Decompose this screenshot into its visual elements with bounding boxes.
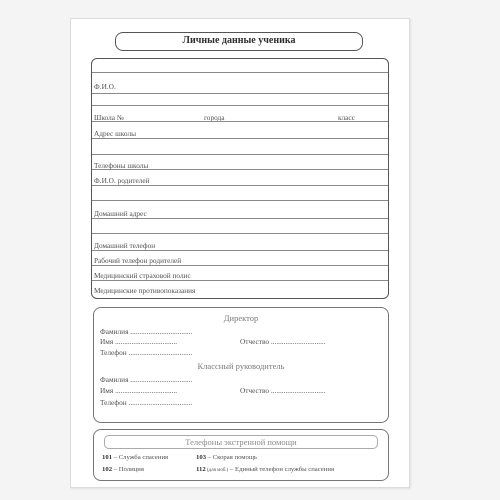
emergency-item: 101 – Служба спасения <box>102 454 169 461</box>
home-phone-label: Домашний телефон <box>94 241 156 250</box>
emergency-item: 112 (для моб.) – Единый телефон службы спасения <box>196 466 335 473</box>
emergency-section <box>93 429 389 481</box>
teacher-patronymic: Отчество .............................. <box>240 386 326 395</box>
parents-fio-label: Ф.И.О. родителей <box>94 176 150 185</box>
emergency-heading: Телефоны экстренной помощи <box>104 435 378 449</box>
card-title: Личные данные ученика <box>115 32 363 51</box>
school-label: Школа № <box>94 113 124 122</box>
parents-work-phone-label: Рабочий телефон родителей <box>94 256 182 265</box>
contacts-section <box>93 307 389 423</box>
grade-label: класс <box>338 113 355 122</box>
emergency-item: 102 – Полиция <box>102 466 144 473</box>
teacher-heading: Классный руководитель <box>197 361 285 371</box>
director-name: Имя .................................. <box>100 337 178 346</box>
form-row <box>92 59 388 281</box>
home-address-label: Домашний адрес <box>94 209 147 218</box>
insurance-label: Медицинский страховой полис <box>94 271 191 280</box>
contraindications-label: Медицинские противопоказания <box>94 286 196 295</box>
emergency-item: 103 – Скорая помощь <box>196 454 258 461</box>
fio-label: Ф.И.О. <box>94 82 116 91</box>
director-heading: Директор <box>223 313 259 323</box>
city-label: города <box>204 113 225 122</box>
teacher-phone: Телефон ................................... <box>100 398 193 407</box>
personal-info-form <box>91 58 389 299</box>
director-patronymic: Отчество .............................. <box>240 337 326 346</box>
teacher-surname: Фамилия .................................. <box>100 375 193 384</box>
director-phone: Телефон ................................... <box>100 348 193 357</box>
director-surname: Фамилия .................................. <box>100 327 193 336</box>
school-address-label: Адрес школы <box>94 129 137 138</box>
teacher-name: Имя .................................. <box>100 386 178 395</box>
student-card-page <box>70 18 410 488</box>
school-phones-label: Телефоны школы <box>94 161 149 170</box>
